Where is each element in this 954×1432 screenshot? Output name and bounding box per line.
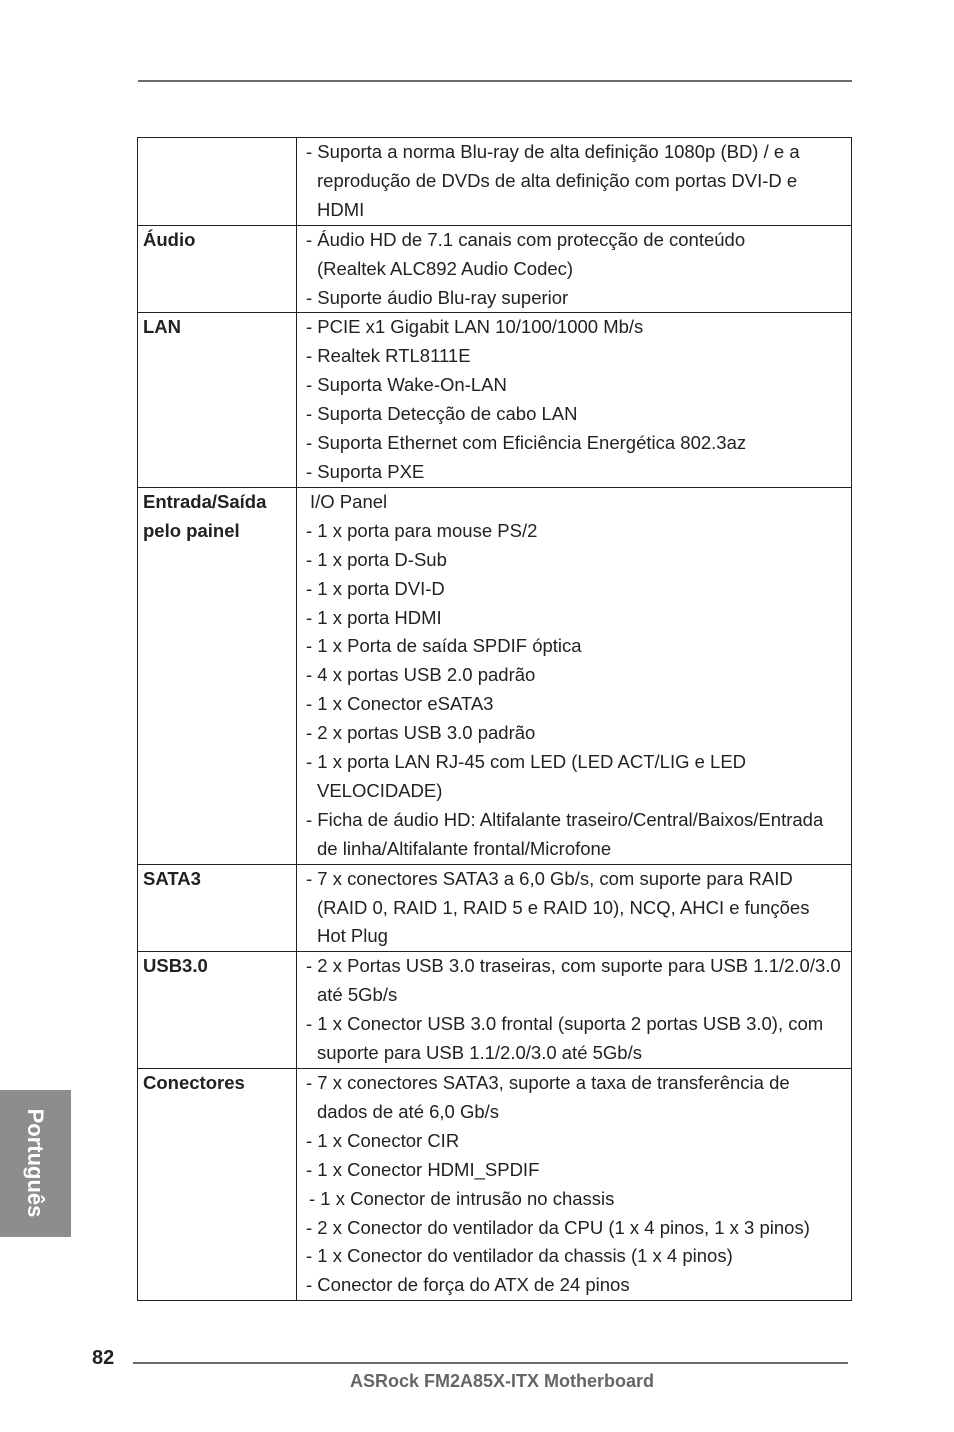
spec-line: - 2 x Conector do ventilador da CPU (1 x 4 pinos, 1 x 3 pinos): [306, 1216, 810, 1238]
spec-row: [138, 313, 852, 487]
spec-line: - Suporta Wake-On-LAN: [306, 374, 507, 396]
spec-description-cell: [297, 952, 852, 1069]
spec-line: reprodução de DVDs de alta definição com portas DVI-D e: [317, 169, 798, 191]
spec-line: - 2 x portas USB 3.0 padrão: [306, 722, 536, 744]
spec-line: - 1 x Porta de saída SPDIF óptica: [306, 635, 582, 657]
spec-label: LAN: [143, 316, 182, 338]
spec-description-cell: [297, 1069, 852, 1301]
page-number: 82: [92, 1347, 115, 1369]
spec-line: (RAID 0, RAID 1, RAID 5 e RAID 10), NCQ, AHCI e funções: [317, 896, 810, 918]
spec-line: - Ficha de áudio HD: Altifalante traseiro/Central/Baixos/Entrada: [306, 808, 824, 830]
spec-line: - 7 x conectores SATA3 a 6,0 Gb/s, com suporte para RAID: [306, 867, 793, 889]
spec-line: - Realtek RTL8111E: [306, 345, 471, 367]
header-rule: [138, 80, 852, 82]
spec-line: VELOCIDADE): [317, 779, 443, 801]
spec-label: Entrada/Saída: [143, 490, 267, 512]
spec-line: - Suporta PXE: [306, 460, 425, 482]
footer-rule: [133, 1362, 848, 1364]
spec-line: - 1 x Conector USB 3.0 frontal (suporta 2 portas USB 3.0), com: [306, 1013, 824, 1035]
language-side-tab: [0, 1090, 71, 1237]
spec-line: - 1 x porta DVI-D: [306, 577, 445, 599]
spec-line: - 4 x portas USB 2.0 padrão: [306, 664, 536, 686]
spec-line: - 1 x Conector eSATA3: [306, 693, 494, 715]
spec-line: - Conector de força do ATX de 24 pinos: [306, 1274, 630, 1296]
spec-row: [138, 1069, 852, 1301]
spec-label: Conectores: [143, 1072, 245, 1093]
spec-line: - Suporte áudio Blu-ray superior: [306, 286, 569, 308]
spec-label: SATA3: [143, 867, 201, 889]
spec-line: - 1 x Conector do ventilador da chassis (1 x 4 pinos): [306, 1245, 733, 1267]
spec-row: [138, 225, 852, 313]
spec-table: [137, 137, 852, 1301]
spec-line: - 1 x porta LAN RJ-45 com LED (LED ACT/LIG e LED: [306, 751, 747, 773]
spec-line: - Suporta a norma Blu-ray de alta definição 1080p (BD) / e a: [306, 141, 800, 162]
spec-label: pelo painel: [143, 519, 240, 541]
spec-line: - Suporta Detecção de cabo LAN: [306, 403, 578, 425]
spec-line: - 1 x porta para mouse PS/2: [306, 519, 538, 541]
spec-label: USB3.0: [143, 955, 208, 977]
language-tab-label: Português: [23, 1108, 48, 1218]
spec-line: - 1 x Conector de intrusão no chassis: [309, 1187, 615, 1209]
spec-label-cell: [138, 1069, 297, 1301]
spec-line: - 1 x Conector HDMI_SPDIF: [306, 1158, 540, 1180]
spec-label-cell: [138, 952, 297, 1069]
spec-row: [138, 487, 852, 864]
spec-description-cell: [297, 138, 852, 226]
spec-line: dados de até 6,0 Gb/s: [317, 1100, 500, 1122]
spec-line: até 5Gb/s: [317, 984, 398, 1006]
spec-description-cell: [297, 864, 852, 952]
spec-label-cell: [138, 225, 297, 313]
spec-row: [138, 138, 852, 226]
spec-line: - 7 x conectores SATA3, suporte a taxa de transferência de: [306, 1072, 790, 1093]
spec-line: - Suporta Ethernet com Eficiência Energética 802.3az: [306, 432, 747, 454]
footer-title: ASRock FM2A85X-ITX Motherboard: [349, 1371, 655, 1391]
spec-line: HDMI: [317, 198, 365, 220]
spec-line: - 1 x porta HDMI: [306, 606, 442, 628]
spec-line: de linha/Altifalante frontal/Microfone: [317, 837, 612, 859]
spec-label: Áudio: [143, 228, 196, 250]
spec-description-cell: [297, 313, 852, 487]
spec-line: suporte para USB 1.1/2.0/3.0 até 5Gb/s: [317, 1042, 642, 1064]
spec-label-cell: [138, 864, 297, 952]
spec-description-cell: [297, 225, 852, 313]
spec-line: (Realtek ALC892 Audio Codec): [317, 257, 574, 279]
spec-line: - 2 x Portas USB 3.0 traseiras, com suporte para USB 1.1/2.0/3.0: [306, 955, 841, 977]
spec-line: I/O Panel: [310, 490, 388, 512]
spec-line: Hot Plug: [317, 925, 388, 947]
spec-table-body: [138, 138, 852, 1301]
spec-line: - PCIE x1 Gigabit LAN 10/100/1000 Mb/s: [306, 316, 644, 338]
spec-label-cell: [138, 487, 297, 864]
spec-label-cell: [138, 138, 297, 226]
spec-row: [138, 952, 852, 1069]
spec-row: [138, 864, 852, 952]
spec-line: - 1 x porta D-Sub: [306, 548, 447, 570]
spec-line: - 1 x Conector CIR: [306, 1129, 460, 1151]
spec-description-cell: [297, 487, 852, 864]
spec-line: - Áudio HD de 7.1 canais com protecção de conteúdo: [306, 228, 746, 250]
spec-label-cell: [138, 313, 297, 487]
